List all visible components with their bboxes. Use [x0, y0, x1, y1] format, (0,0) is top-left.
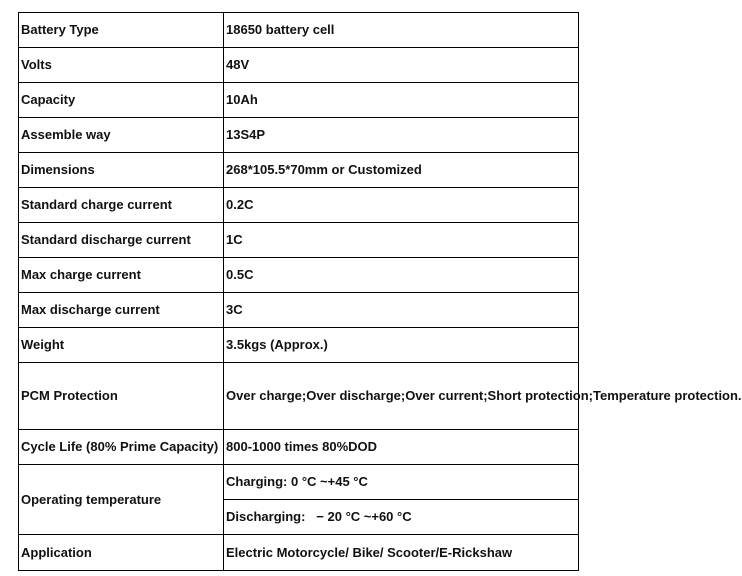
- spec-label: Max discharge current: [19, 293, 224, 328]
- spec-value: 3.5kgs (Approx.): [224, 328, 579, 363]
- table-row: [19, 223, 579, 258]
- table-row: [19, 535, 579, 571]
- spec-value: 18650 battery cell: [224, 13, 579, 48]
- spec-value: 268*105.5*70mm or Customized: [224, 153, 579, 188]
- spec-label: Battery Type: [19, 13, 224, 48]
- table-row: [19, 293, 579, 328]
- spec-label: Volts: [19, 48, 224, 83]
- table-row: [19, 465, 579, 500]
- spec-label: PCM Protection: [19, 363, 224, 430]
- table-row: [19, 118, 579, 153]
- spec-value: 1C: [224, 223, 579, 258]
- spec-label: Application: [19, 535, 224, 571]
- spec-label: Standard charge current: [19, 188, 224, 223]
- spec-value-discharging: Discharging: − 20 °C ~+60 °C: [224, 500, 579, 535]
- spec-value: Electric Motorcycle/ Bike/ Scooter/E-Rickshaw: [224, 535, 579, 571]
- spec-value: 0.5C: [224, 258, 579, 293]
- spec-label: Assemble way: [19, 118, 224, 153]
- spec-label: Max charge current: [19, 258, 224, 293]
- spec-value-charging: Charging: 0 °C ~+45 °C: [224, 465, 579, 500]
- spec-value: Over charge;Over discharge;Over current;Short protection;Temperature protection.: [224, 363, 579, 430]
- table-row: [19, 188, 579, 223]
- table-row: [19, 48, 579, 83]
- spec-value: 48V: [224, 48, 579, 83]
- table-row: [19, 328, 579, 363]
- spec-value: 0.2C: [224, 188, 579, 223]
- spec-label: Dimensions: [19, 153, 224, 188]
- table-row: [19, 258, 579, 293]
- table-row: [19, 430, 579, 465]
- table-row: [19, 363, 579, 430]
- spec-label: Capacity: [19, 83, 224, 118]
- spec-value: 10Ah: [224, 83, 579, 118]
- spec-value: 800-1000 times 80%DOD: [224, 430, 579, 465]
- spec-table: [18, 12, 742, 571]
- spec-value: 13S4P: [224, 118, 579, 153]
- table-row: [19, 83, 579, 118]
- spec-label: Cycle Life (80% Prime Capacity): [19, 430, 224, 465]
- spec-label: Standard discharge current: [19, 223, 224, 258]
- table-row: [19, 153, 579, 188]
- spec-value: 3C: [224, 293, 579, 328]
- table-row: [19, 13, 579, 48]
- spec-label: Operating temperature: [19, 465, 224, 535]
- spec-label: Weight: [19, 328, 224, 363]
